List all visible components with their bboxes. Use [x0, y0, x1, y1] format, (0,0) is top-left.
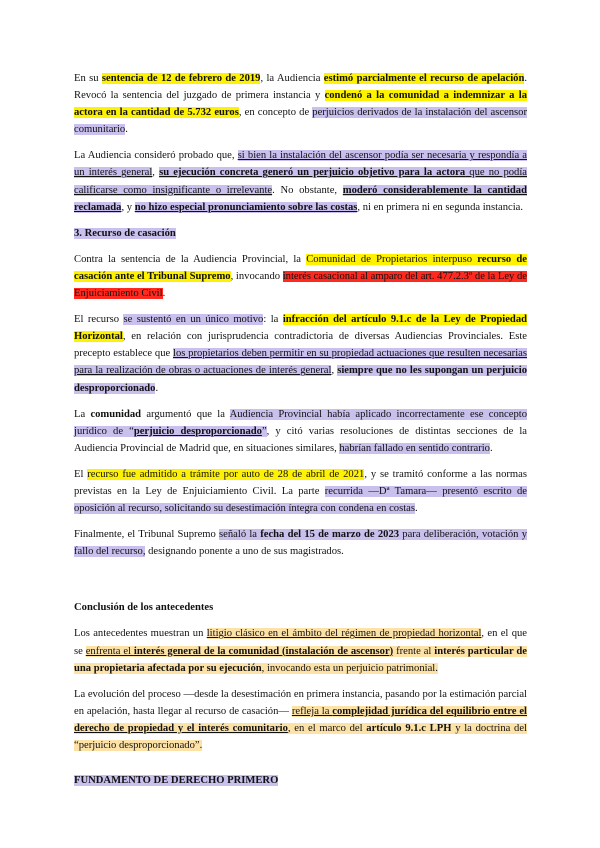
paragraph-comunidad-argumento [74, 406, 527, 457]
text: El [74, 468, 88, 480]
text: . Revocó la sentencia del juzgado de primera instancia y [74, 73, 527, 102]
text: , y citó varias resoluciones de distintas secciones de la Audiencia Provincial de Madrid que, en situaciones similares, [74, 425, 528, 454]
text: Finalmente, el Tribunal Supremo [74, 529, 220, 541]
text: . [489, 442, 493, 454]
text: , la Audiencia [260, 73, 324, 84]
highlight-modero: moderó considerablemente la cantidad reclamada [74, 184, 527, 213]
text: El recurso [74, 314, 124, 326]
highlight-perjuicios: perjuicios derivados de la instalación del ascensor comunitario [74, 107, 527, 136]
highlight-interes-general: si bien la instalación del ascensor podía ser necesaria y respondía a un interés general [74, 150, 527, 179]
highlight-date: sentencia de 12 de febrero de 2019 [101, 73, 261, 84]
highlight-condena: condenó a la comunidad a indemnizar a la actora en la cantidad de 5.732 euros [74, 90, 527, 119]
highlight-insignificante: que no podía calificarse como insignificante o irrelevante [74, 167, 527, 196]
highlight-perjuicio-patrimonial: , invocando esta un perjuicio patrimonial. [261, 662, 438, 674]
paragraph-probado [74, 147, 527, 215]
highlight-perjuicio-objetivo: su ejecución concreta generó un perjuicio objetivo para la actora [159, 167, 466, 179]
highlight-litigio-clasico: litigio clásico en el ámbito del régimen de propiedad horizontal [206, 628, 482, 640]
text: . [155, 382, 159, 394]
text-comunidad: comunidad [90, 408, 142, 420]
text: . [125, 124, 128, 136]
text: argumentó que la [141, 408, 230, 420]
highlight-quote: ” [261, 425, 267, 437]
paragraph-contra-sentencia [74, 251, 527, 302]
text: . [162, 288, 166, 300]
document-body [74, 70, 527, 789]
highlight-perjuicio-desproporcionado: perjuicio desproporcionado [133, 425, 262, 437]
highlight-articulo-9-1-c: infracción del artículo 9.1.c de la Ley de Propiedad Horizontal [74, 314, 528, 343]
highlight-siempre-que: siempre que no les supongan un perjuicio desproporcionado [74, 365, 527, 394]
text: Contra la sentencia de la Audiencia Provincial, la [74, 253, 307, 265]
text: , en concepto de [238, 107, 313, 119]
highlight-interes-particular: interés particular de una propietaria afectada por su ejecución [74, 645, 527, 674]
text: Los antecedentes muestran un [74, 628, 207, 640]
highlight-interes-casacional: interés casacional al amparo del art. 477.2.3º de la Ley de Enjuiciamiento Civil [74, 270, 527, 300]
highlight-marco: , en el marco del [287, 722, 367, 734]
text: . [414, 503, 418, 515]
text: , en relación con jurisprudencia contradictoria de diversas Audiencias Provinciales. Este precepto establece que [74, 331, 527, 360]
highlight-ruling: estimó parcialmente el recurso de apelación [323, 73, 525, 84]
text: En su [74, 73, 102, 84]
highlight-recurso-casacion: recurso de casación ante el Tribunal Supremo [74, 253, 528, 282]
highlight-auto-admision: recurso fue admitido a trámite por auto de 28 de abril de 2021 [87, 468, 365, 480]
highlight-incorrectamente: Audiencia Provincial había aplicado incorrectamente ese concepto jurídico de “ [74, 408, 528, 437]
highlight-deliberacion: para deliberación, votación y fallo del recurso, [74, 529, 527, 558]
text: : la [263, 314, 283, 326]
highlight-doctrina: y la doctrina del “perjuicio desproporcionado”. [74, 722, 527, 751]
section-heading-recurso-casacion: 3. Recurso de casación [74, 227, 176, 239]
paragraph-evolucion-proceso [74, 686, 527, 754]
highlight-fecha-deliberacion: fecha del 15 de marzo de 2023 [260, 529, 400, 541]
text: La evolución del proceso —desde la desestimación en primera instancia, pasando por la estimación parcial en apelación, hasta llegar al recurso de casación— [74, 688, 527, 717]
highlight-complejidad-juridica: complejidad jurídica del equilibrio entre el derecho de propiedad y el interés comunitario [74, 705, 527, 734]
highlight-comunidad: Comunidad de Propietarios interpuso [306, 253, 478, 265]
highlight-frente-al: frente al [393, 645, 435, 657]
text: , [331, 365, 338, 377]
highlight-sentido-contrario: habrían fallado en sentido contrario [339, 442, 490, 454]
highlight-enfrenta: enfrenta el [85, 645, 134, 657]
text: . No obstante, [272, 184, 343, 196]
text: , [152, 167, 160, 179]
text: designando ponente a uno de sus magistrados. [145, 546, 344, 558]
text: La Audiencia consideró probado que, [74, 150, 238, 162]
text: , y [121, 201, 135, 213]
highlight-oposicion: recurrida —Dª Tamara— presentó escrito de oposición al recurso, solicitando su desestimación íntegra con condena en costas [74, 485, 527, 515]
paragraph-sentencia-audiencia [74, 70, 527, 138]
paragraph-antecedentes-muestran [74, 625, 527, 676]
highlight-costas: no hizo especial pronunciamiento sobre las costas [134, 201, 358, 213]
text: , y se tramitó conforme a las normas previstas en la Ley de Enjuiciamiento Civil. La parte [74, 468, 527, 497]
text: , invocando [230, 270, 283, 282]
text: La [74, 408, 91, 420]
paragraph-motivo [74, 311, 527, 396]
section-heading-conclusion: Conclusión de los antecedentes [74, 602, 214, 614]
highlight-refleja: refleja la [291, 705, 333, 717]
text: , en el que se [74, 628, 527, 657]
section-heading-fundamento: FUNDAMENTO DE DERECHO PRIMERO [74, 775, 279, 787]
highlight-unico-motivo: se sustentó en un único motivo [123, 314, 264, 326]
highlight-propietarios-deben: los propietarios deben permitir en su propiedad actuaciones que resulten necesarias para la realización de obras o actuaciones de interés general [74, 348, 527, 377]
text: , ni en primera ni en segunda instancia. [357, 201, 524, 213]
highlight-senalo: señaló la [219, 529, 261, 541]
paragraph-admision [74, 466, 527, 517]
paragraph-senalamiento [74, 526, 527, 560]
highlight-articulo-lph: artículo 9.1.c LPH [366, 722, 452, 734]
highlight-interes-general-comunidad: interés general de la comunidad (instalación de ascensor) [133, 645, 394, 657]
